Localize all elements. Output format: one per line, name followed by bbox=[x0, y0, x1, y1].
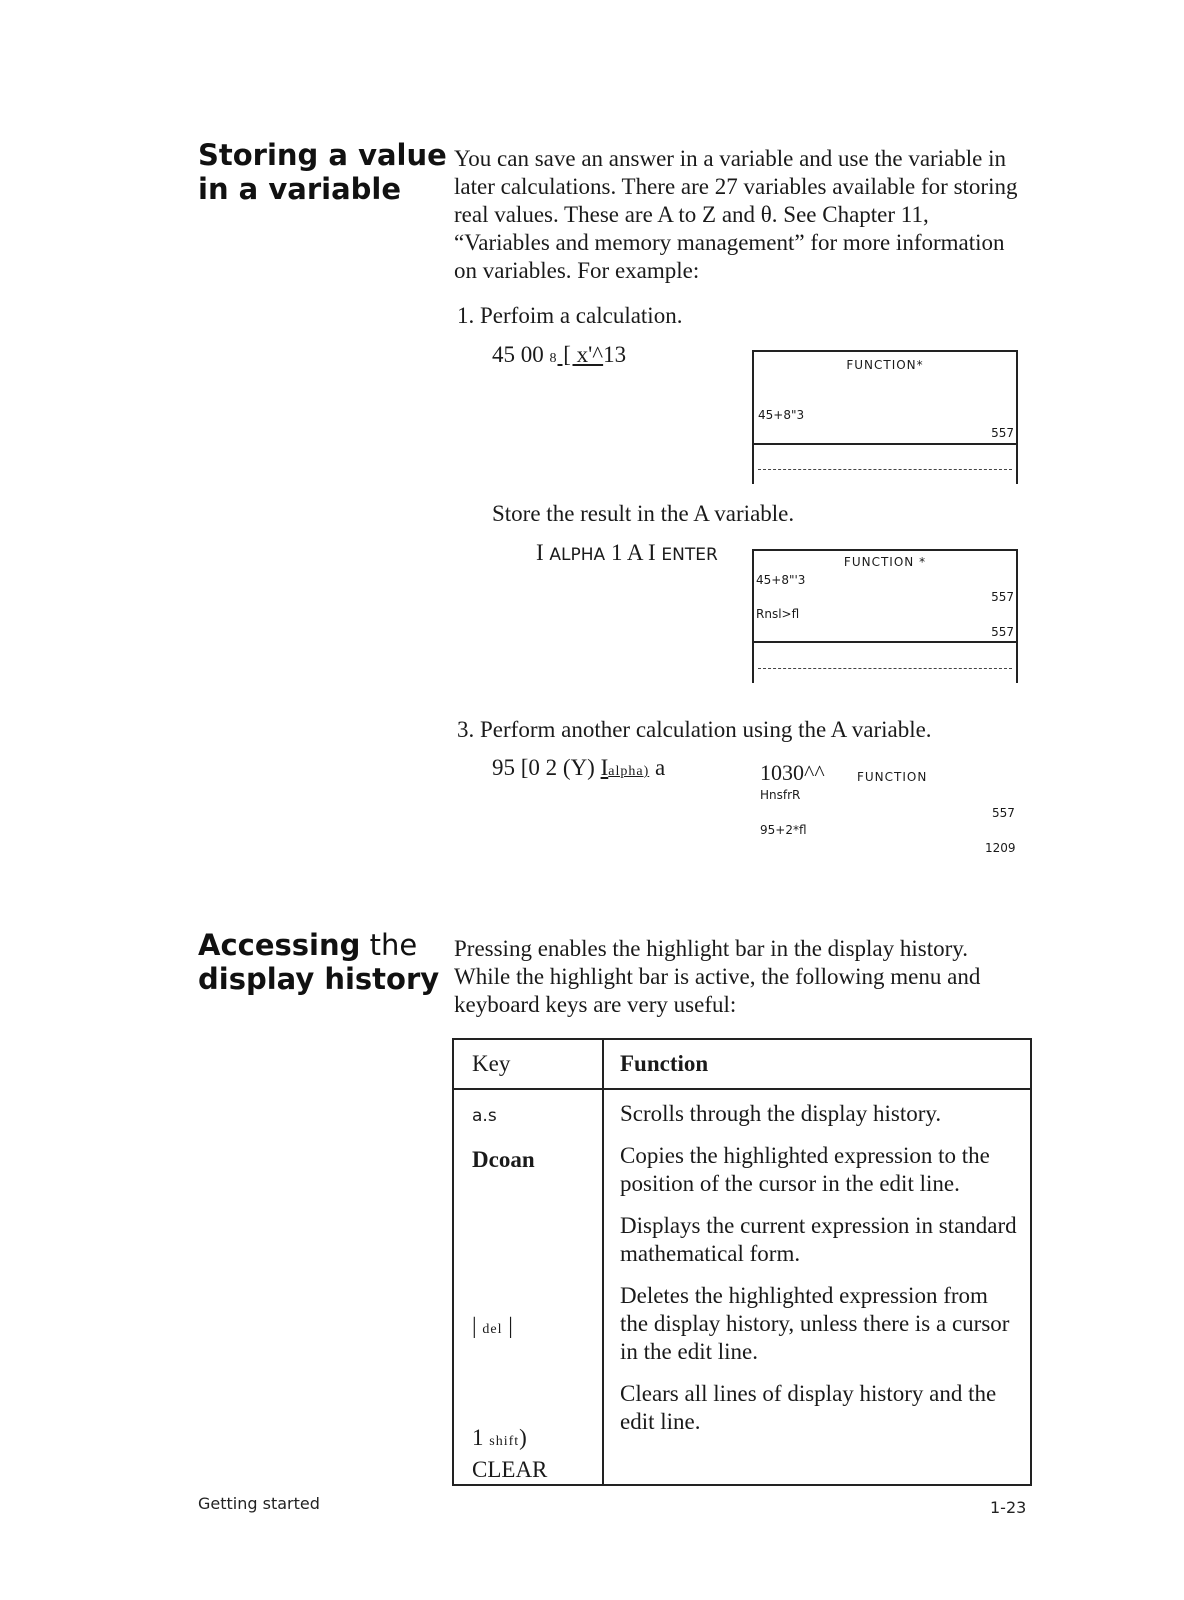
line: in the edit line. bbox=[620, 1339, 758, 1364]
function-cell bbox=[603, 1089, 1031, 1485]
key-text: 13 bbox=[603, 342, 627, 367]
screen-expression: 45+8"'3 bbox=[756, 573, 806, 587]
step-1-text: 1. Perfoim a calculation. bbox=[457, 303, 683, 328]
section-heading-storing bbox=[198, 138, 447, 206]
intro-line: You can save an answer in a variable and use the variable in bbox=[454, 146, 1007, 171]
key-text: [ x'^ bbox=[557, 342, 604, 367]
step-2-text: Store the result in the A variable. bbox=[492, 501, 795, 526]
line: the display history, unless there is a cursor bbox=[620, 1311, 1010, 1336]
step-3-text: 3. Perform another calculation using the A variable. bbox=[457, 717, 932, 742]
screen-title: FUNCTION * bbox=[843, 555, 927, 569]
key-text: | bbox=[472, 1313, 483, 1338]
key-cell bbox=[453, 1089, 603, 1485]
intro-line: Pressing enables the highlight bar in the display history. bbox=[454, 936, 969, 961]
line: Displays the current expression in standard bbox=[620, 1213, 1017, 1238]
screen-3-result: 557 bbox=[992, 806, 1015, 820]
key-text: a bbox=[649, 755, 666, 780]
key-delete bbox=[472, 1312, 602, 1344]
screen-expression: Rnsl>fl bbox=[756, 607, 800, 621]
key-text: 8 bbox=[549, 351, 558, 366]
key-function-table bbox=[452, 1038, 1032, 1486]
column-header-function: Function bbox=[603, 1039, 1031, 1089]
screen-edit-line bbox=[758, 469, 1012, 470]
section1-intro bbox=[454, 145, 1044, 285]
key-text: 45 00 bbox=[492, 342, 550, 367]
intro-line: later calculations. There are 27 variables available for storing bbox=[454, 174, 1018, 199]
page-number: 1-23 bbox=[990, 1498, 1027, 1517]
screen-3-expression: 95+2*fl bbox=[760, 823, 807, 837]
intro-line: on variables. For example: bbox=[454, 258, 700, 283]
screen-3-result: 1209 bbox=[985, 841, 1016, 855]
footer-section-name: Getting started bbox=[198, 1494, 320, 1513]
heading-line: in a variable bbox=[198, 172, 401, 206]
line: Copies the highlighted expression to the bbox=[620, 1143, 990, 1168]
function-description bbox=[620, 1282, 1022, 1366]
key-text: 95 [0 2 (Y) bbox=[492, 755, 601, 780]
enter-key: ENTER bbox=[661, 545, 718, 565]
function-description bbox=[620, 1380, 1022, 1436]
screen-result: 557 bbox=[991, 590, 1014, 604]
line: Deletes the highlighted expression from bbox=[620, 1283, 988, 1308]
function-description: Scrolls through the display history. bbox=[620, 1101, 942, 1126]
screen-edit-line bbox=[758, 668, 1012, 669]
function-description bbox=[620, 1212, 1022, 1268]
step-1-keys bbox=[492, 342, 626, 368]
step-3-keys bbox=[492, 755, 665, 781]
key-text: 1 bbox=[472, 1425, 490, 1450]
screen-result: 557 bbox=[991, 426, 1014, 440]
key-arrows: a.s bbox=[472, 1106, 497, 1126]
screen-expression: 45+8"3 bbox=[758, 408, 805, 422]
alpha-key: ALPHA bbox=[549, 545, 606, 565]
key-clear bbox=[472, 1424, 602, 1484]
line: Clears all lines of display history and the bbox=[620, 1381, 997, 1406]
screen-3-title: FUNCTION bbox=[857, 770, 928, 784]
key-text: shift bbox=[489, 1434, 520, 1449]
calculator-screen-2 bbox=[752, 549, 1018, 683]
screen-3-big-text: 1030^^ bbox=[760, 760, 825, 785]
key-text: CLEAR bbox=[472, 1457, 548, 1482]
key-text: | bbox=[502, 1313, 513, 1338]
key-text: 1 A I bbox=[605, 540, 662, 565]
heading-light: the bbox=[360, 928, 418, 962]
screen-result: 557 bbox=[991, 625, 1014, 639]
intro-line: keyboard keys are very useful: bbox=[454, 992, 737, 1017]
key-text: I bbox=[600, 755, 609, 780]
line: position of the cursor in the edit line. bbox=[620, 1171, 960, 1196]
function-description bbox=[620, 1142, 1022, 1198]
heading-line: display history bbox=[198, 962, 440, 996]
screen-divider bbox=[754, 443, 1016, 445]
calculator-screen-1 bbox=[752, 350, 1018, 484]
line: mathematical form. bbox=[620, 1241, 801, 1266]
intro-line: “Variables and memory management” for more information bbox=[454, 230, 1005, 255]
intro-line: While the highlight bar is active, the following menu and bbox=[454, 964, 981, 989]
intro-line: real values. These are A to Z and θ. See Chapter 11, bbox=[454, 202, 929, 227]
table-header-row bbox=[453, 1039, 1031, 1089]
key-text: I bbox=[536, 540, 550, 565]
section-heading-display-history bbox=[198, 928, 439, 996]
section2-intro bbox=[454, 935, 1044, 1019]
key-copy: Dcoan bbox=[472, 1147, 535, 1172]
screen-divider bbox=[754, 641, 1016, 643]
screen-3-expression: HnsfrR bbox=[760, 788, 801, 802]
table-row bbox=[453, 1089, 1031, 1485]
key-text: ) bbox=[519, 1425, 527, 1450]
heading-bold: Accessing bbox=[198, 928, 361, 962]
line: edit line. bbox=[620, 1409, 701, 1434]
column-header-key: Key bbox=[453, 1039, 603, 1089]
heading-line: Storing a value bbox=[198, 138, 447, 172]
screen-title: FUNCTION* bbox=[846, 358, 924, 372]
key-text: del bbox=[482, 1322, 503, 1337]
step-2-keys bbox=[536, 540, 718, 566]
alpha-key: alpha) bbox=[608, 764, 650, 779]
